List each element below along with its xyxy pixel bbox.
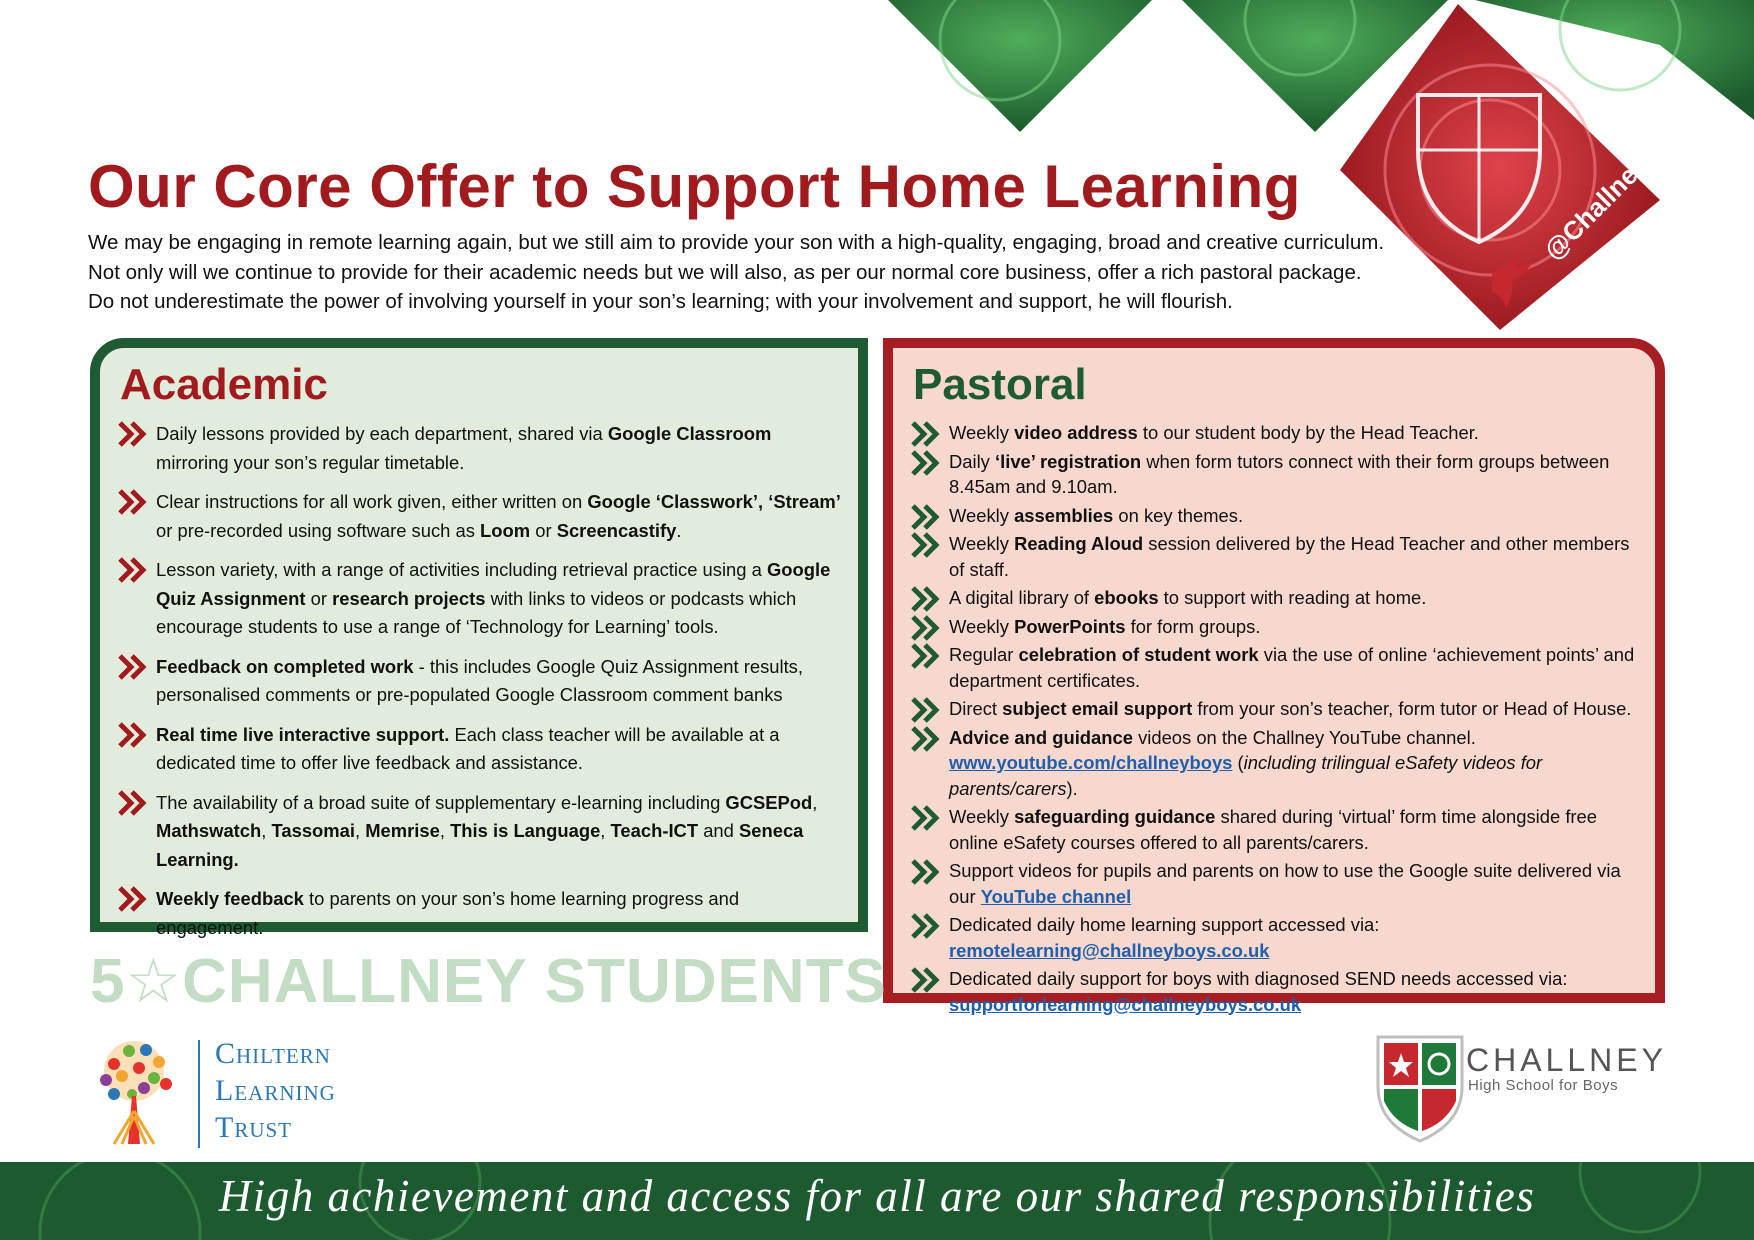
chevron-right-icon <box>118 421 150 447</box>
pastoral-panel <box>883 338 1665 1015</box>
academic-heading: Academic <box>120 360 328 409</box>
pastoral-list <box>911 420 1639 1020</box>
link[interactable]: supportforlearning@challneyboys.co.uk <box>949 993 1302 1015</box>
item-text: - this includes Google Quiz Assignment results, personalised comments or pre-populated Google Classroom comment banks <box>156 655 803 705</box>
chevron-right-icon <box>118 886 150 912</box>
item-text: shared during ‘virtual’ form time alongside free online eSafety courses offered to all parents/carers. <box>949 806 1598 853</box>
item-text: with links to videos or podcasts which encourage students to use a range of ‘Technology for Learning’ tools. <box>156 587 797 637</box>
item-text: Weekly <box>949 422 1015 443</box>
list-item <box>911 696 1639 722</box>
item-text: Lesson variety, with a range of activities including retrieval practice using a <box>156 559 767 580</box>
intro-line: Do not underestimate the power of involving yourself in your son’s learning; with your involvement and support, he will flourish. <box>88 290 1233 313</box>
emphasis-text: video address <box>1014 422 1138 443</box>
emphasis-text: Feedback on completed work <box>156 655 414 677</box>
chiltern-line: Chiltern <box>215 1037 331 1070</box>
list-item <box>911 642 1639 693</box>
challney-name: CHALLNEY <box>1466 1042 1667 1078</box>
chevron-right-icon <box>911 450 943 476</box>
item-text: The availability of a broad suite of supplementary e-learning including <box>156 791 726 813</box>
emphasis-text: ebooks <box>1094 587 1159 608</box>
list-item <box>911 912 1639 963</box>
list-item <box>118 653 842 710</box>
item-text: Dedicated daily support for boys with diagnosed SEND needs accessed via: <box>949 968 1568 989</box>
chevron-right-icon <box>911 967 943 993</box>
item-text: Daily <box>949 450 995 472</box>
item-text: on key themes. <box>1113 504 1244 526</box>
emphasis-text: Weekly feedback <box>156 888 304 909</box>
item-text: Daily lessons provided by each department, shared via <box>156 423 608 444</box>
twitter-handle: @ChallneyBoys <box>1537 104 1699 266</box>
chevron-right-icon <box>118 489 150 515</box>
chevron-right-icon <box>118 654 150 680</box>
item-text: or <box>305 587 333 609</box>
chevron-right-icon <box>911 421 943 447</box>
item-text: Support videos for pupils and parents on how to use the Google suite delivered via our <box>949 860 1621 907</box>
chevron-right-icon <box>118 722 150 748</box>
intro-line: Not only will we continue to provide for their academic needs but we will also, as per our normal core business, offer a rich pastoral package. <box>88 260 1362 284</box>
item-text: for form groups. <box>1125 615 1261 637</box>
italic-text: including trilingual eSafety videos for parents/carers <box>949 752 1543 799</box>
chiltern-divider <box>198 1040 200 1148</box>
item-text: and <box>698 820 739 841</box>
item-text: , <box>261 820 272 841</box>
list-item <box>911 725 1639 802</box>
chevron-right-icon <box>911 643 943 669</box>
emphasis-text: Tassomai <box>271 820 355 841</box>
chevron-right-icon <box>911 532 943 558</box>
list-item <box>118 789 842 875</box>
emphasis-text: Memrise <box>365 820 440 841</box>
list-item <box>911 503 1639 529</box>
item-text: videos on the Challney YouTube channel. <box>1132 726 1476 748</box>
item-text: or pre-recorded using software such as <box>156 519 481 541</box>
link[interactable]: www.youtube.com/challneyboys <box>949 752 1233 773</box>
item-text: . <box>676 519 682 541</box>
academic-panel <box>90 338 868 938</box>
chevron-right-icon <box>911 805 943 831</box>
list-item <box>911 614 1639 640</box>
students-banner: 5☆CHALLNEY STUDENTS <box>90 947 887 1016</box>
list-item <box>911 420 1639 446</box>
chevron-right-icon <box>911 697 943 723</box>
item-text: mirroring your son’s regular timetable. <box>156 451 465 473</box>
emphasis-text: Google ‘Classwork’, ‘Stream’ <box>587 491 841 512</box>
chiltern-line: Learning <box>215 1074 336 1107</box>
link[interactable]: remotelearning@challneyboys.co.uk <box>949 939 1270 961</box>
chevron-right-icon <box>911 586 943 612</box>
chevron-right-icon <box>911 859 943 885</box>
item-text: to support with reading at home. <box>1158 587 1427 608</box>
academic-list <box>118 420 842 953</box>
emphasis-text: Google Quiz Assignment <box>156 559 831 609</box>
pastoral-heading: Pastoral <box>913 360 1087 409</box>
list-item <box>911 858 1639 909</box>
chevron-right-icon <box>118 790 150 816</box>
item-text: , <box>354 820 366 841</box>
list-item <box>118 488 842 545</box>
chevron-right-icon <box>911 726 943 752</box>
chevron-right-icon <box>911 913 943 939</box>
chiltern-line: Trust <box>215 1111 293 1144</box>
emphasis-text: Teach-ICT <box>610 820 699 841</box>
emphasis-text: Reading Aloud <box>1014 533 1144 554</box>
item-text: Clear instructions for all work given, either written on <box>156 491 588 512</box>
emphasis-text: ‘live’ registration <box>995 450 1142 472</box>
item-text: from your son’s teacher, form tutor or Head of House. <box>1192 698 1632 719</box>
emphasis-text: Mathswatch <box>156 820 262 841</box>
emphasis-text: celebration of student work <box>1018 644 1259 665</box>
item-text: via the use of online ‘achievement points’ and department certificates. <box>949 644 1635 691</box>
intro-line: We may be engaging in remote learning again, but we still aim to provide your son with a high-quality, engaging, broad and creative curriculum. <box>88 231 1385 254</box>
list-item <box>118 420 842 477</box>
emphasis-text: assemblies <box>1014 504 1114 526</box>
item-text: Weekly <box>949 533 1015 554</box>
emphasis-text: safeguarding guidance <box>1014 806 1216 827</box>
intro-text <box>88 228 1418 317</box>
item-text: Direct <box>949 698 1003 719</box>
emphasis-text: Loom <box>480 519 531 541</box>
list-item <box>911 531 1639 582</box>
emphasis-text: Advice and guidance <box>949 726 1133 748</box>
item-text: Dedicated daily home learning support accessed via: <box>949 914 1380 935</box>
emphasis-text: Screencastify <box>556 519 677 541</box>
item-text: ). <box>1066 777 1078 799</box>
challney-crest-logo <box>1374 1031 1466 1143</box>
chevron-right-icon <box>911 504 943 530</box>
emphasis-text: Google Classroom <box>607 423 772 444</box>
footer-tagline: High achievement and access for all are our shared responsibilities <box>218 1171 1536 1221</box>
item-text: ( <box>1232 752 1244 773</box>
emphasis-text: PowerPoints <box>1014 615 1126 637</box>
item-text: Each class teacher will be available at a dedicated time to offer live feedback and assistance. <box>156 723 780 773</box>
emphasis-text: Real time live interactive support. <box>156 723 450 745</box>
list-item <box>911 585 1639 611</box>
list-item <box>911 966 1639 1017</box>
chevron-right-icon <box>911 615 943 641</box>
emphasis-text: This is Language <box>450 820 601 841</box>
item-text: to parents on your son’s home learning progress and engagement. <box>156 888 740 938</box>
chevron-right-icon <box>118 557 150 583</box>
emphasis-text: GCSEPod <box>725 791 813 813</box>
item-text: Weekly <box>949 504 1015 526</box>
list-item <box>118 721 842 778</box>
chiltern-wordmark <box>215 1035 336 1146</box>
item-text: , <box>439 820 451 841</box>
link[interactable]: YouTube channel <box>980 885 1132 907</box>
item-text: , <box>812 791 818 813</box>
item-text: Weekly <box>949 806 1015 827</box>
chiltern-tree-logo <box>84 1036 184 1146</box>
item-text: , <box>600 820 611 841</box>
challney-subtitle: High School for Boys <box>1468 1077 1619 1094</box>
item-text: session delivered by the Head Teacher and other members of staff. <box>949 533 1630 580</box>
item-text: or <box>530 519 557 541</box>
item-text: Regular <box>949 644 1019 665</box>
emphasis-text: research projects <box>332 587 486 609</box>
list-item <box>911 804 1639 855</box>
list-item <box>911 449 1639 500</box>
emphasis-text: subject email support <box>1002 698 1193 719</box>
item-text: to our student body by the Head Teacher. <box>1137 422 1479 443</box>
list-item <box>118 556 842 642</box>
list-item <box>118 885 842 942</box>
item-text: A digital library of <box>949 587 1095 608</box>
item-text: Weekly <box>949 615 1015 637</box>
footer-band <box>0 1162 1754 1240</box>
item-text: when form tutors connect with their form groups between 8.45am and 9.10am. <box>949 450 1610 497</box>
emphasis-text: Seneca Learning. <box>156 820 804 870</box>
page-title: Our Core Offer to Support Home Learning <box>88 153 1301 220</box>
